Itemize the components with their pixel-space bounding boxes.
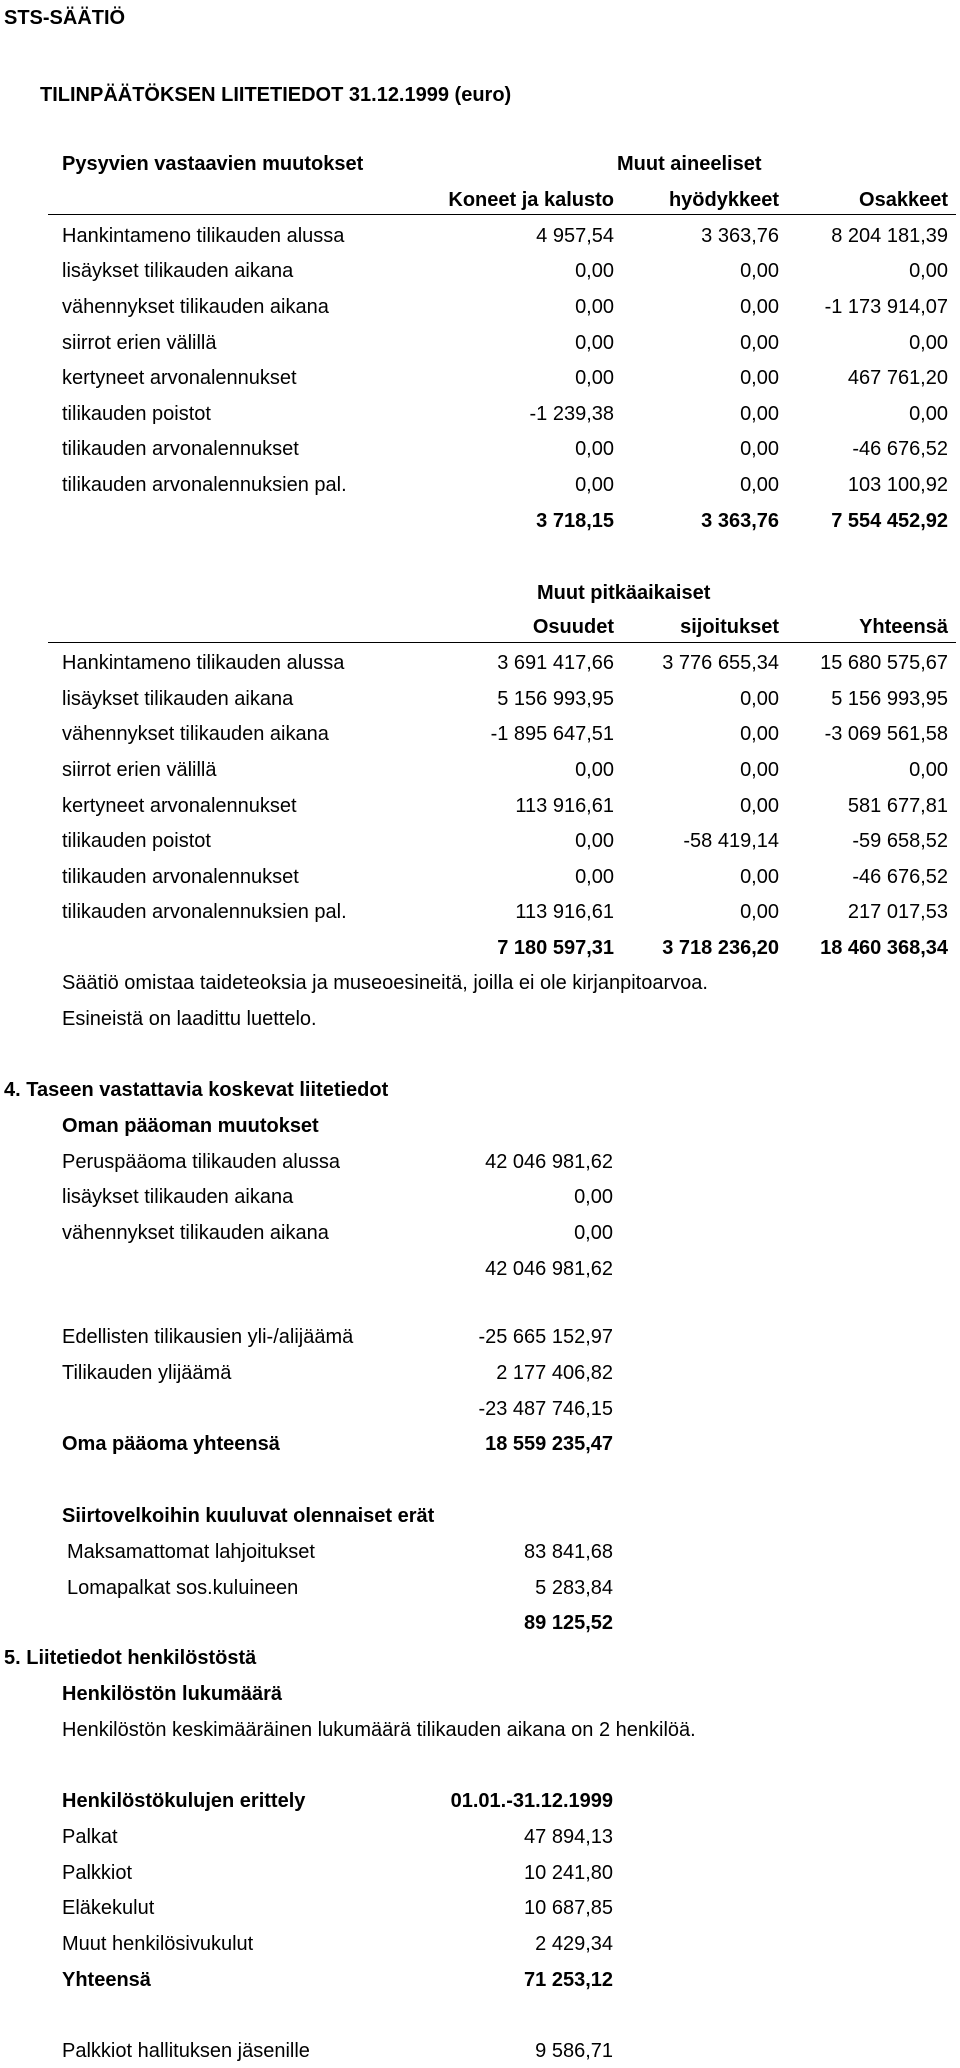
- section5-subheading: Henkilöstön lukumäärä: [62, 1683, 283, 1705]
- table2-totals-row: [0, 936, 960, 960]
- table2-col-header: sijoitukset: [680, 616, 779, 638]
- row-value: 42 046 981,62: [485, 1151, 613, 1173]
- total-value: 7 554 452,92: [831, 510, 948, 532]
- cell-value: -46 676,52: [852, 866, 948, 888]
- table1-header-top: Muut aineeliset: [617, 153, 762, 175]
- row-value: 2 429,34: [535, 1933, 613, 1955]
- row-label: lisäykset tilikauden aikana: [62, 688, 294, 710]
- note-line: Esineistä on laadittu luettelo.: [62, 1008, 317, 1030]
- cost-row: [0, 1932, 960, 1956]
- cell-value: 0,00: [740, 759, 779, 781]
- accruals-heading: Siirtovelkoihin kuuluvat olennaiset erät: [62, 1505, 435, 1527]
- cell-value: 0,00: [740, 795, 779, 817]
- cell-value: -58 419,14: [683, 830, 779, 852]
- row-label: Edellisten tilikausien yli-/alijäämä: [62, 1326, 354, 1348]
- row-label: Maksamattomat lahjoitukset: [67, 1541, 315, 1563]
- row-value: 10 687,85: [524, 1897, 613, 1919]
- section4-heading: 4. Taseen vastattavia koskevat liitetiedot: [4, 1079, 389, 1101]
- cell-value: 0,00: [575, 260, 614, 282]
- board-fees-value: 9 586,71: [535, 2040, 613, 2062]
- table-row: [0, 865, 960, 889]
- cell-value: 0,00: [740, 403, 779, 425]
- row-label: lisäykset tilikauden aikana: [62, 1186, 294, 1208]
- row-label: Peruspääoma tilikauden alussa: [62, 1151, 340, 1173]
- table-row: [0, 295, 960, 319]
- cell-value: 103 100,92: [847, 474, 948, 496]
- table-row: [0, 331, 960, 355]
- cell-value: 0,00: [575, 367, 614, 389]
- cell-value: 0,00: [909, 260, 948, 282]
- table-row: [0, 687, 960, 711]
- table2-header-top: Muut pitkäaikaiset: [537, 582, 711, 604]
- total-value: 7 180 597,31: [497, 937, 614, 959]
- cell-value: 15 680 575,67: [820, 652, 948, 674]
- row-label: Lomapalkat sos.kuluineen: [67, 1577, 299, 1599]
- cost-row: [0, 1896, 960, 1920]
- row-label: vähennykset tilikauden aikana: [62, 723, 329, 745]
- cell-value: -46 676,52: [852, 438, 948, 460]
- row-label: kertyneet arvonalennukset: [62, 367, 297, 389]
- accrual-row: [0, 1540, 960, 1564]
- row-value: 47 894,13: [524, 1826, 613, 1848]
- row-value: 10 241,80: [524, 1862, 613, 1884]
- section4-subheading: Oman pääoman muutokset: [62, 1115, 319, 1137]
- cell-value: 467 761,20: [847, 367, 948, 389]
- cell-value: 113 916,61: [515, 901, 614, 923]
- table-row: [0, 366, 960, 390]
- equity-total-row: [0, 1432, 960, 1456]
- table1-col-header: hyödykkeet: [668, 189, 779, 211]
- cost-row: [0, 1861, 960, 1885]
- row-label: tilikauden poistot: [62, 403, 211, 425]
- table-row: [0, 722, 960, 746]
- table1-col-header: Osakkeet: [859, 189, 948, 211]
- cell-value: -59 658,52: [852, 830, 948, 852]
- table-row: [0, 758, 960, 782]
- accruals-total-value: 89 125,52: [524, 1612, 613, 1634]
- note-line: Säätiö omistaa taideteoksia ja museoesineitä, joilla ei ole kirjanpitoarvoa.: [62, 972, 708, 994]
- cell-value: 5 156 993,95: [497, 688, 614, 710]
- cell-value: 217 017,53: [847, 901, 948, 923]
- cell-value: 0,00: [740, 723, 779, 745]
- table1-totals-row: [0, 509, 960, 533]
- row-label: lisäykset tilikauden aikana: [62, 260, 294, 282]
- section5-heading: 5. Liitetiedot henkilöstöstä: [4, 1647, 257, 1669]
- board-fees-label: Palkkiot hallituksen jäsenille: [62, 2040, 310, 2062]
- row-label: vähennykset tilikauden aikana: [62, 296, 329, 318]
- cell-value: 0,00: [575, 759, 614, 781]
- equity-total-label: Oma pääoma yhteensä: [62, 1433, 280, 1455]
- cell-value: 0,00: [575, 474, 614, 496]
- cell-value: 0,00: [740, 866, 779, 888]
- table1-col-header: Koneet ja kalusto: [448, 189, 614, 211]
- cell-value: 0,00: [740, 296, 779, 318]
- row-label: Eläkekulut: [62, 1897, 155, 1919]
- subtotal-value: -23 487 746,15: [478, 1398, 613, 1420]
- board-fees-row: [0, 2039, 960, 2063]
- row-value: -25 665 152,97: [478, 1326, 613, 1348]
- cell-value: 0,00: [909, 332, 948, 354]
- row-label: siirrot erien välillä: [62, 332, 217, 354]
- table-row: [0, 224, 960, 248]
- row-label: Hankintameno tilikauden alussa: [62, 225, 345, 247]
- cell-value: 0,00: [909, 403, 948, 425]
- cell-value: 3 776 655,34: [662, 652, 779, 674]
- cell-value: -3 069 561,58: [824, 723, 948, 745]
- row-value: 83 841,68: [524, 1541, 613, 1563]
- row-label: vähennykset tilikauden aikana: [62, 1222, 329, 1244]
- cell-value: 0,00: [740, 688, 779, 710]
- row-value: 0,00: [574, 1222, 613, 1244]
- table-row: [0, 829, 960, 853]
- equity-row: [0, 1221, 960, 1245]
- table2-col-header: Osuudet: [532, 616, 614, 638]
- cell-value: 8 204 181,39: [831, 225, 948, 247]
- equity-row: [0, 1325, 960, 1349]
- equity-subtotal-row: [0, 1397, 960, 1421]
- row-value: 2 177 406,82: [496, 1362, 613, 1384]
- costs-total-label: Yhteensä: [62, 1969, 151, 1991]
- cell-value: 0,00: [740, 474, 779, 496]
- table-row: [0, 651, 960, 675]
- cell-value: -1 173 914,07: [824, 296, 948, 318]
- total-value: 3 363,76: [701, 510, 779, 532]
- row-label: Palkat: [62, 1826, 118, 1848]
- cell-value: 5 156 993,95: [831, 688, 948, 710]
- cell-value: 3 691 417,66: [497, 652, 614, 674]
- equity-row: [0, 1185, 960, 1209]
- costs-total-row: [0, 1968, 960, 1992]
- cost-row: [0, 1825, 960, 1849]
- cell-value: 0,00: [740, 901, 779, 923]
- cell-value: 0,00: [740, 260, 779, 282]
- table1-header-row: [0, 188, 960, 212]
- row-label: tilikauden arvonalennuksien pal.: [62, 901, 347, 923]
- costs-heading: Henkilöstökulujen erittely: [62, 1790, 306, 1812]
- cell-value: -1 239,38: [529, 403, 614, 425]
- row-label: Muut henkilösivukulut: [62, 1933, 254, 1955]
- table-row: [0, 794, 960, 818]
- table-row: [0, 259, 960, 283]
- accrual-row: [0, 1576, 960, 1600]
- organization-name: STS-SÄÄTIÖ: [4, 7, 126, 29]
- costs-total-value: 71 253,12: [524, 1969, 613, 1991]
- row-label: tilikauden arvonalennuksien pal.: [62, 474, 347, 496]
- cell-value: 113 916,61: [515, 795, 614, 817]
- costs-period: 01.01.-31.12.1999: [450, 1790, 613, 1812]
- row-label: tilikauden arvonalennukset: [62, 866, 299, 888]
- row-label: Tilikauden ylijäämä: [62, 1362, 232, 1384]
- cell-value: 0,00: [575, 438, 614, 460]
- table1-title: Pysyvien vastaavien muutokset: [62, 153, 364, 175]
- cell-value: 0,00: [575, 296, 614, 318]
- cell-value: -1 895 647,51: [490, 723, 614, 745]
- costs-header-row: [0, 1789, 960, 1813]
- table-row: [0, 437, 960, 461]
- table2-col-header: Yhteensä: [859, 616, 948, 638]
- total-value: 3 718 236,20: [662, 937, 779, 959]
- equity-total-value: 18 559 235,47: [485, 1433, 613, 1455]
- subtotal-value: 42 046 981,62: [485, 1258, 613, 1280]
- equity-subtotal-row: [0, 1257, 960, 1281]
- cell-value: 3 363,76: [701, 225, 779, 247]
- table1-header-divider: [48, 214, 956, 215]
- table-row: [0, 900, 960, 924]
- table-row: [0, 402, 960, 426]
- row-label: tilikauden poistot: [62, 830, 211, 852]
- staff-count-text: Henkilöstön keskimääräinen lukumäärä tilikauden aikana on 2 henkilöä.: [62, 1719, 696, 1741]
- table2-header-row: [0, 615, 960, 639]
- document-title: TILINPÄÄTÖKSEN LIITETIEDOT 31.12.1999 (euro): [40, 84, 512, 106]
- row-value: 5 283,84: [535, 1577, 613, 1599]
- total-value: 18 460 368,34: [820, 937, 948, 959]
- cell-value: 0,00: [740, 332, 779, 354]
- cell-value: 4 957,54: [536, 225, 614, 247]
- equity-row: [0, 1361, 960, 1385]
- accruals-total-row: [0, 1611, 960, 1635]
- row-value: 0,00: [574, 1186, 613, 1208]
- row-label: siirrot erien välillä: [62, 759, 217, 781]
- row-label: Hankintameno tilikauden alussa: [62, 652, 345, 674]
- table-row: [0, 473, 960, 497]
- total-value: 3 718,15: [536, 510, 614, 532]
- cell-value: 0,00: [575, 866, 614, 888]
- cell-value: 581 677,81: [847, 795, 948, 817]
- cell-value: 0,00: [740, 367, 779, 389]
- row-label: tilikauden arvonalennukset: [62, 438, 299, 460]
- cell-value: 0,00: [575, 830, 614, 852]
- cell-value: 0,00: [575, 332, 614, 354]
- cell-value: 0,00: [740, 438, 779, 460]
- row-label: kertyneet arvonalennukset: [62, 795, 297, 817]
- row-label: Palkkiot: [62, 1862, 133, 1884]
- table2-header-divider: [48, 642, 956, 643]
- equity-row: [0, 1150, 960, 1174]
- cell-value: 0,00: [909, 759, 948, 781]
